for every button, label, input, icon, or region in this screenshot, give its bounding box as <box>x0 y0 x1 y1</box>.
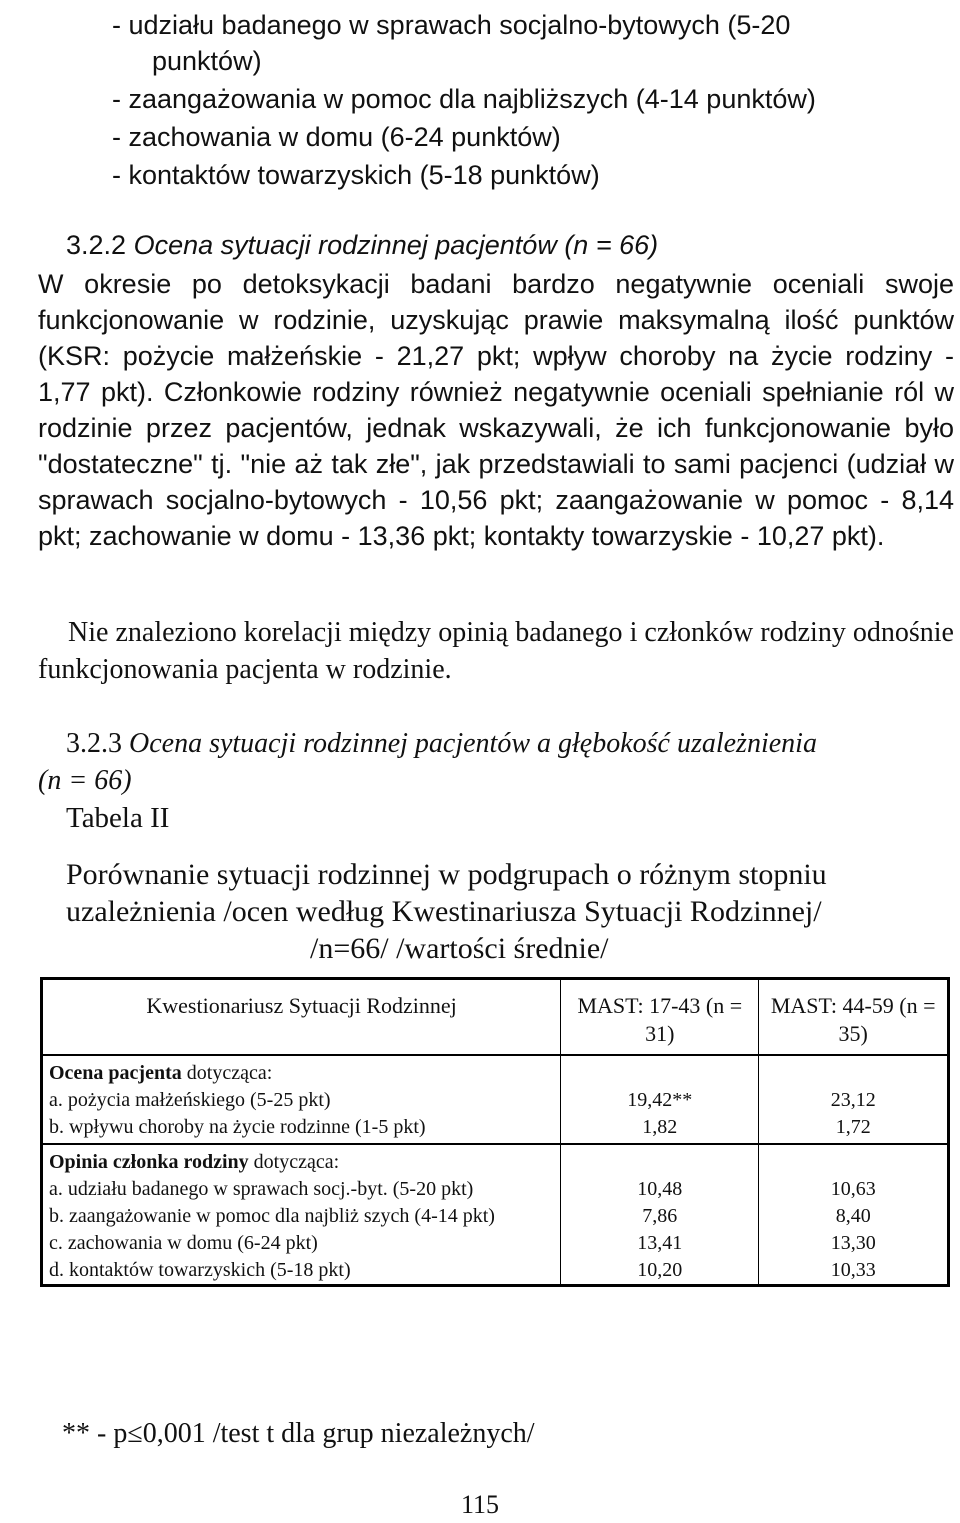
section-322-number: 3.2.2 <box>66 230 127 260</box>
bullet-item-1: - udziału badanego w sprawach socjalno-bytowych (5-20 <box>112 10 791 40</box>
section-323-title-line1: Ocena sytuacji rodzinnej pacjentów a głębokość uzależnienia <box>129 728 817 759</box>
group-title-rest: dotycząca: <box>248 1151 340 1173</box>
table-label: Tabela II <box>66 802 170 834</box>
table-header-row <box>42 979 949 1056</box>
header-questionnaire: Kwestionariusz Sytuacji Rodzinnej <box>42 979 561 1056</box>
family-situation-table <box>40 977 950 1287</box>
section-322-paragraph-2 <box>38 614 954 688</box>
table-row <box>42 1203 949 1230</box>
page-number: 115 <box>460 1490 500 1519</box>
group-title-row <box>42 1144 949 1176</box>
value-mast-44-59: 10,63 <box>830 1178 876 1200</box>
section-322-title: Ocena sytuacji rodzinnej pacjentów (n = 66) <box>133 230 659 260</box>
value-mast-17-43: 1,82 <box>561 1114 759 1144</box>
caption-line-1: Porównanie sytuacji rodzinnej w podgrupach o różnym stopniu <box>66 858 827 891</box>
table-row <box>42 1087 949 1114</box>
value-mast-44-59: 1,72 <box>759 1114 949 1144</box>
row-label: a. udziału badanego w sprawach socj.-byt. (5-20 pkt) <box>42 1176 561 1203</box>
empty-cell <box>561 1144 759 1176</box>
section-322-heading <box>66 230 658 261</box>
table-row <box>42 1257 949 1286</box>
section-323-number: 3.2.3 <box>66 728 122 759</box>
bullet-item-1-continuation: punktów) <box>152 46 262 76</box>
header-mast-17-43: MAST: 17-43 (n = 31) <box>561 979 759 1056</box>
row-label: a. pożycia małżeńskiego (5-25 pkt) <box>42 1087 561 1114</box>
empty-cell <box>561 1055 759 1087</box>
bullet-item-4: - kontaktów towarzyskich (5-18 punktów) <box>112 160 600 190</box>
caption-line-2: uzależnienia /ocen według Kwestinariusza Sytuacji Rodzinnej/ <box>66 895 822 928</box>
value-mast-17-43: 10,20 <box>561 1257 759 1286</box>
value-mast-17-43: 10,48 <box>561 1176 759 1203</box>
group-title-row <box>42 1055 949 1087</box>
section-322-paragraph-1 <box>38 266 954 554</box>
group-title-rest: dotycząca: <box>181 1062 273 1084</box>
bullet-item-3: - zachowania w domu (6-24 punktów) <box>112 122 561 152</box>
row-label: c. zachowania w domu (6-24 pkt) <box>42 1230 561 1257</box>
row-label: d. kontaktów towarzyskich (5-18 pkt) <box>42 1257 561 1286</box>
section-323-title-line2: (n = 66) <box>38 765 132 796</box>
bullet-item-2: - zaangażowania w pomoc dla najbliższych (4-14 punktów) <box>112 84 816 114</box>
group-title-family <box>42 1144 561 1176</box>
table-row <box>42 1176 949 1203</box>
caption-line-3: /n=66/ /wartości średnie/ <box>310 932 609 965</box>
table-row <box>42 1114 949 1144</box>
group-title-bold: Opinia członka rodziny <box>49 1151 249 1173</box>
paragraph-2-text: Nie znaleziono korelacji między opinią badanego i członków rodziny odnośnie funkcjonowania pacjenta w rodzinie. <box>38 617 954 685</box>
group-title-bold: Ocena pacjenta <box>49 1062 182 1084</box>
empty-cell <box>759 1144 949 1176</box>
table-row <box>42 1230 949 1257</box>
header-mast-44-59: MAST: 44-59 (n = 35) <box>759 979 949 1056</box>
value-mast-17-43: 7,86 <box>561 1203 759 1230</box>
section-323-heading <box>66 728 817 760</box>
table-footnote: ** - p≤0,001 /test t dla grup niezależnych/ <box>62 1418 535 1449</box>
value-mast-44-59: 10,33 <box>830 1259 876 1281</box>
row-label: b. wpływu choroby na życie rodzinne (1-5 pkt) <box>42 1114 561 1144</box>
value-mast-44-59: 23,12 <box>830 1089 876 1111</box>
value-mast-17-43: 13,41 <box>561 1230 759 1257</box>
empty-cell <box>759 1055 949 1087</box>
paragraph-1-text: W okresie po detoksykacji badani bardzo negatywnie oceniali swoje funkcjonowanie w rodzinie, uzyskując prawie maksymalną ilość punktów (KSR: pożycie małżeńskie - 21,27 pkt; wpływ choroby na życie rodziny - 1,77 pkt). Członkowie rodziny również negatywnie oceniali spełnianie ról w rodzinie przez pacjentów, jednak wskazywali, że ich funkcjonowanie było "dostateczne" tj. "nie aż tak złe", jak przedstawiali to sami pacjenci (udział w sprawach socjalno-bytowych - 10,56 pkt; zaangażowanie w pomoc - 8,14 pkt; zachowanie w domu - 13,36 pkt; kontakty towarzyskie - 10,27 pkt). <box>38 269 954 551</box>
row-label: b. zaangażowanie w pomoc dla najbliż szych (4-14 pkt) <box>42 1203 561 1230</box>
value-mast-44-59: 8,40 <box>835 1205 871 1227</box>
value-mast-44-59: 13,30 <box>830 1232 876 1254</box>
value-mast-17-43: 19,42** <box>561 1087 759 1114</box>
group-title-patient <box>42 1055 561 1087</box>
